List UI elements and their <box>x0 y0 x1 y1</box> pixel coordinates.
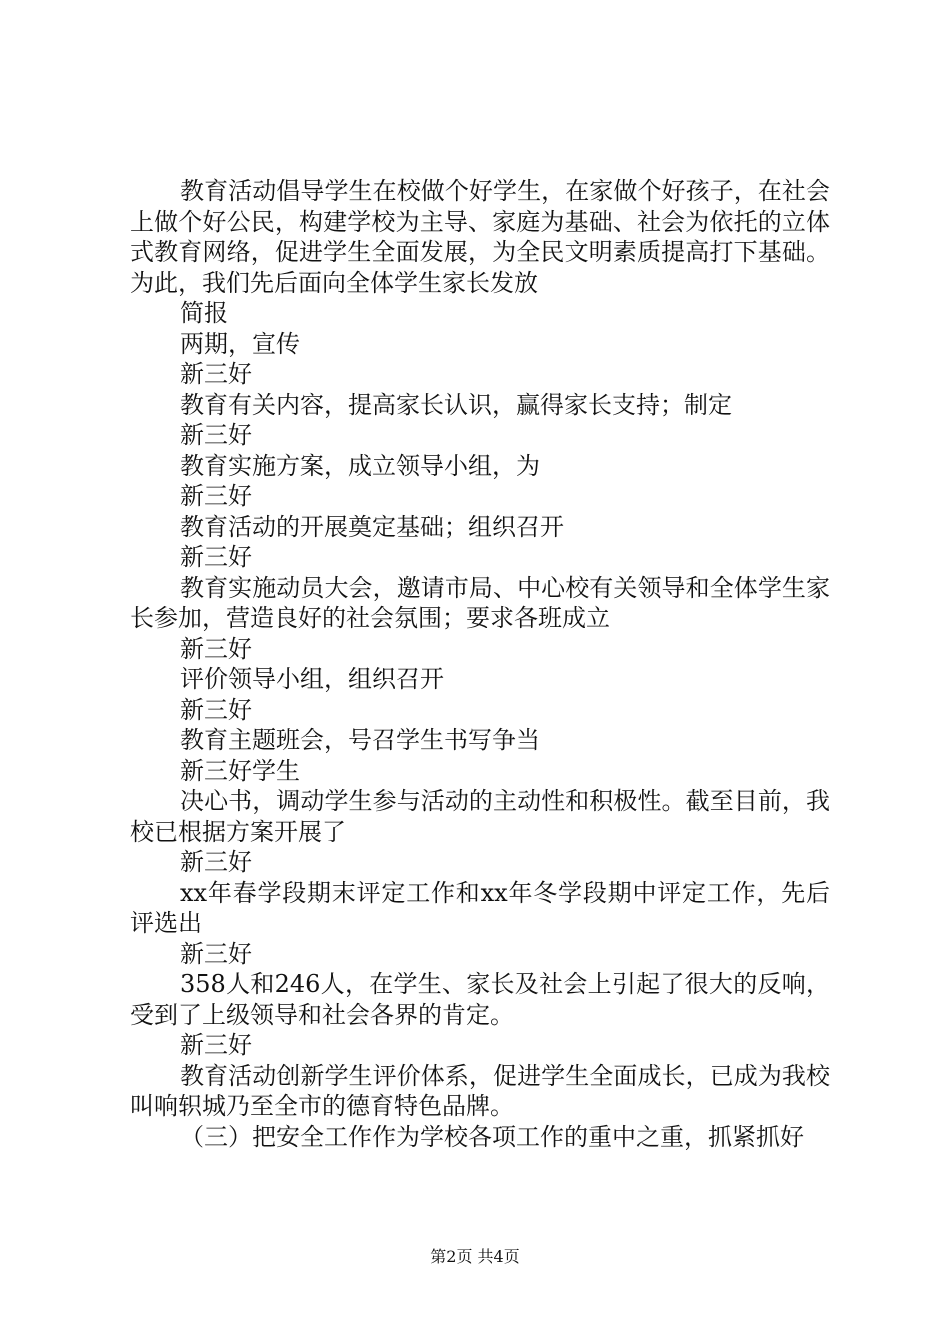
paragraph: 教育活动倡导学生在校做个好学生，在家做个好孩子，在社会上做个好公民，构建学校为主导、家庭为基础、社会为依托的立体式教育网络，促进学生全面发展，为全民文明素质提高打下基础。为此，我们先后面向全体学生家长发放 <box>130 177 830 297</box>
paragraph: 教育实施方案，成立领导小组，为 <box>180 451 540 480</box>
paragraph: xx年春学段期末评定工作和xx年冬学段期中评定工作，先后评选出 <box>130 878 830 937</box>
paragraph: 教育活动创新学生评价体系，促进学生全面成长，已成为我校叫响轵城乃至全市的德育特色品牌。 <box>130 1061 830 1120</box>
paragraph: 新三好 <box>180 543 252 571</box>
paragraph: 教育活动的开展奠定基础；组织召开 <box>180 512 564 541</box>
paragraph: 新三好 <box>180 1031 252 1059</box>
paragraph: 教育主题班会，号召学生书写争当 <box>180 726 540 754</box>
paragraph: 简报 <box>180 299 228 327</box>
paragraph: 新三好 <box>180 360 252 388</box>
paragraph: 新三好 <box>180 939 252 968</box>
paragraph: 评价领导小组，组织召开 <box>180 665 444 693</box>
paragraph: （三）把安全工作作为学校各项工作的重中之重，抓紧抓好 <box>180 1122 804 1151</box>
paragraph: 教育有关内容，提高家长认识，赢得家长支持；制定 <box>180 390 732 419</box>
paragraph: 新三好 <box>180 695 252 724</box>
paragraph: 决心书，调动学生参与活动的主动性和积极性。截至目前，我校已根据方案开展了 <box>130 787 830 846</box>
paragraph: 教育实施动员大会，邀请市局、中心校有关领导和全体学生家长参加，营造良好的社会氛围；要求各班成立 <box>130 573 830 632</box>
paragraph: 358人和246人，在学生、家长及社会上引起了很大的反响，受到了上级领导和社会各界的肯定。 <box>130 970 830 1029</box>
paragraph: 新三好 <box>180 421 252 449</box>
page-number-footer: 第2页 共4页 <box>430 1247 520 1266</box>
paragraph: 新三好 <box>180 634 252 663</box>
document-body <box>130 176 830 1152</box>
paragraph: 新三好 <box>180 848 252 876</box>
paragraph: 两期，宣传 <box>180 329 300 358</box>
paragraph: 新三好 <box>180 482 252 510</box>
paragraph: 新三好学生 <box>180 756 300 785</box>
